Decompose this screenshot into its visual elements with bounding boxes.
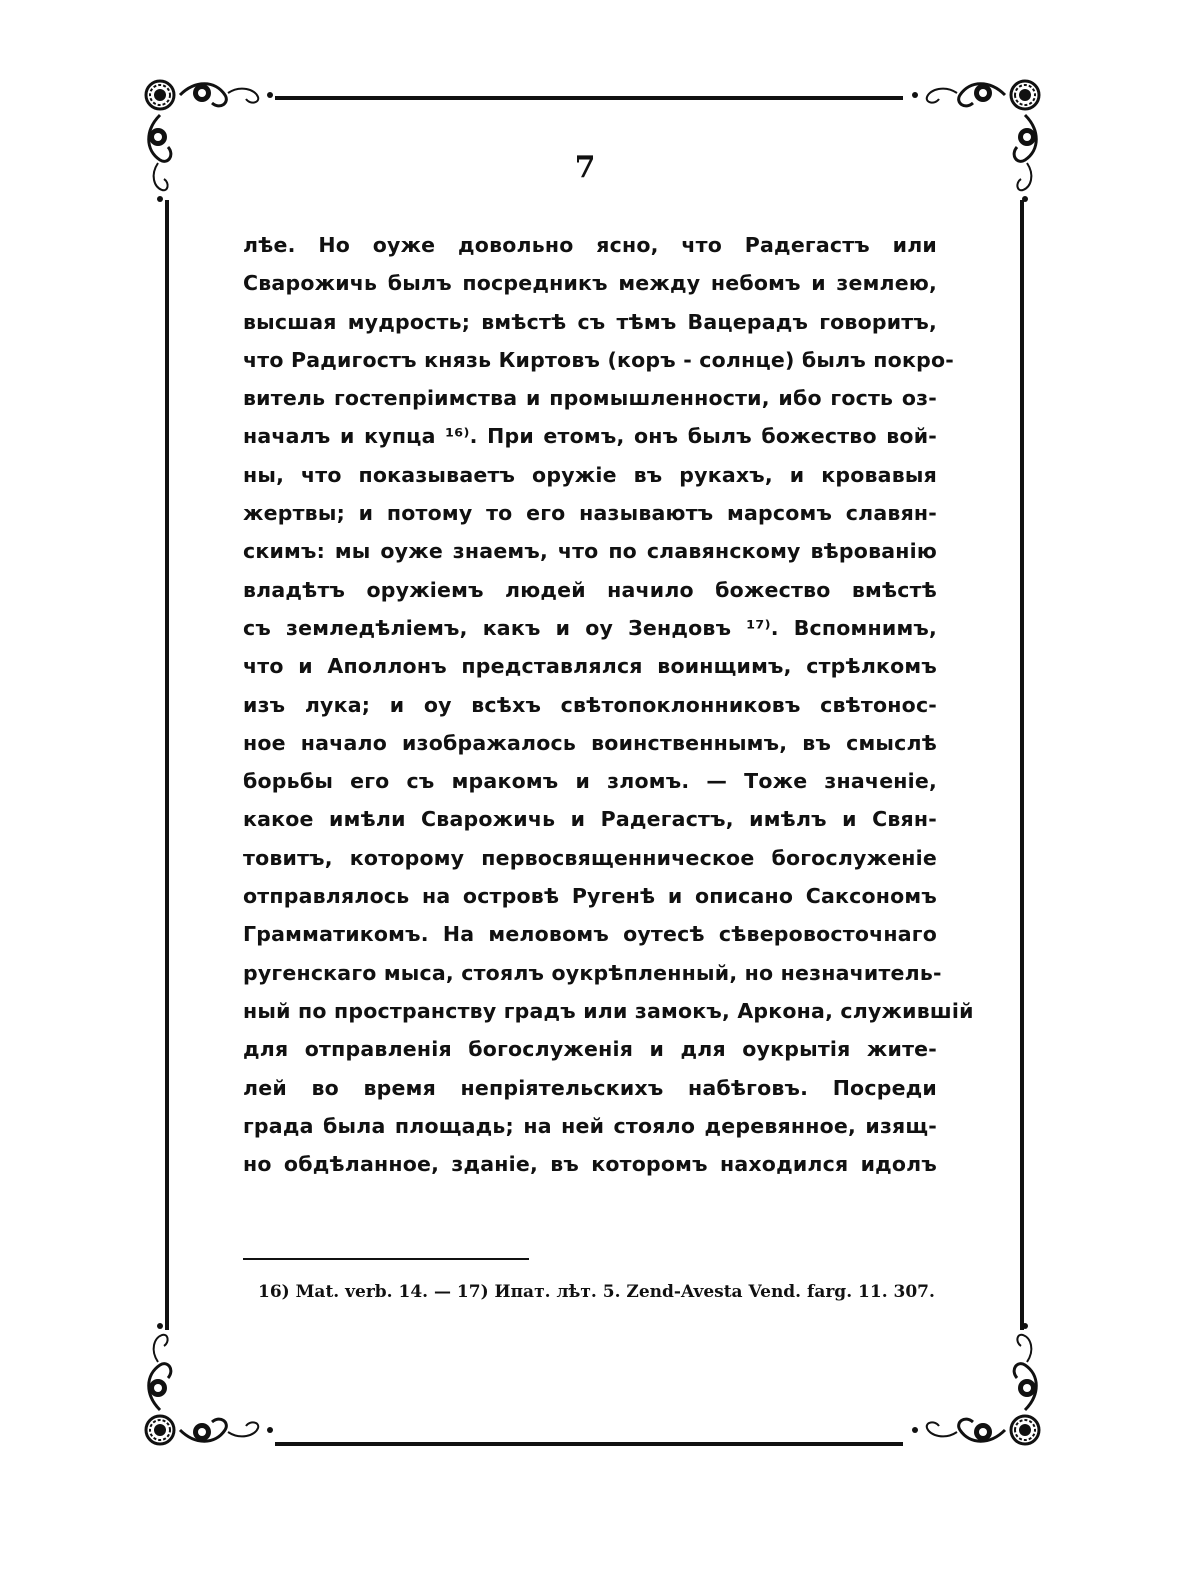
text-line: высшая мудрость; вмѣстѣ съ тѣмъ Вацерадъ говоритъ, — [243, 309, 937, 334]
text-line: ны, что показываетъ оружіе въ рукахъ, и кровавыя — [243, 462, 937, 487]
text-line: Грамматикомъ. На меловомъ оутесѣ сѣверовосточнаго — [243, 922, 937, 947]
text-line: но обдѣланное, зданіе, въ которомъ находился идолъ — [243, 1152, 937, 1177]
text-line: изъ лука; и оу всѣхъ свѣтопоклонниковъ свѣтонос- — [243, 692, 937, 717]
text-line: владѣтъ оружіемъ людей начило божество вмѣстѣ — [243, 577, 937, 602]
corner-ornament-bottom-left-icon — [140, 1320, 280, 1450]
text-line: ный по пространству градъ или замокъ, Аркона, служившій — [243, 998, 974, 1023]
text-line: скимъ: мы оуже знаемъ, что по славянскому вѣрованію — [243, 539, 937, 564]
corner-ornament-bottom-right-icon — [905, 1320, 1045, 1450]
footnote-divider — [243, 1258, 529, 1260]
text-line: что Радигостъ князь Киртовъ (коръ - солнце) былъ покро- — [243, 347, 954, 372]
text-line: Сварожичь былъ посредникъ между небомъ и землею, — [243, 271, 937, 296]
footnotes: 16) Mat. verb. 14. — 17) Ипат. лѣт. 5. Zend-Avesta Vend. farg. 11. 307. — [258, 1282, 935, 1302]
text-line: началъ и купца ¹⁶⁾. При етомъ, онъ былъ божество вой- — [243, 424, 937, 449]
text-line: лей во время непріятельскихъ набѣговъ. Посреди — [243, 1075, 937, 1100]
frame-top-rule — [275, 96, 903, 100]
corner-ornament-top-left-icon — [140, 75, 280, 205]
text-line: что и Аполлонъ представлялся воинщимъ, стрѣлкомъ — [243, 654, 937, 679]
text-line: ругенскаго мыса, стоялъ оукрѣпленный, но незначитель- — [243, 960, 942, 985]
text-line: товитъ, которому первосвященническое богослуженіе — [243, 845, 937, 870]
text-line: какое имѣли Сварожичь и Радегастъ, имѣлъ и Свян- — [243, 807, 937, 832]
corner-ornament-top-right-icon — [905, 75, 1045, 205]
text-line: борьбы его съ мракомъ и зломъ. — Тоже значеніе, — [243, 769, 937, 794]
text-line: града была площадь; на ней стояло деревянное, изящ- — [243, 1113, 937, 1138]
text-line: ное начало изображалось воинственнымъ, въ смыслѣ — [243, 730, 937, 755]
frame-left-rule — [165, 200, 169, 1330]
text-line: жертвы; и потому то его называютъ марсомъ славян- — [243, 501, 937, 526]
frame-bottom-rule — [275, 1442, 903, 1446]
text-line: витель гостепріимства и промышленности, ибо гость оз- — [243, 386, 937, 411]
text-line: отправлялось на островѣ Ругенѣ и описано Саксономъ — [243, 884, 937, 909]
frame-right-rule — [1020, 200, 1024, 1330]
body-text — [243, 226, 974, 1183]
text-line: съ земледѣліемъ, какъ и оу Зендовъ ¹⁷⁾. Вспомнимъ, — [243, 615, 937, 640]
text-line: для отправленія богослуженія и для оукрытія жите- — [243, 1037, 937, 1062]
text-line: лѣе. Но оуже довольно ясно, что Радегастъ или — [243, 233, 937, 257]
page-number: 7 — [574, 150, 596, 185]
